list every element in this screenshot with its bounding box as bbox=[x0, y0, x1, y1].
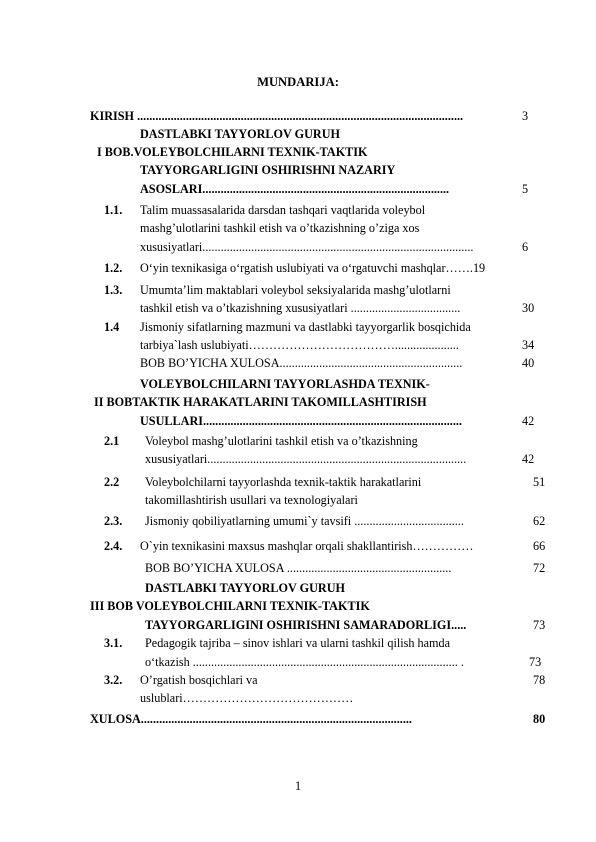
toc-chapter2-line3[interactable]: USULLARI..................................................................................... bbox=[140, 414, 462, 428]
page-number: 1 bbox=[294, 779, 302, 793]
toc-page-xulosa: 80 bbox=[533, 712, 546, 726]
toc-chapter1-line4[interactable]: ASOSLARI................................................................................. bbox=[140, 182, 450, 196]
toc-section-1-2[interactable]: O‘yin texnikasiga o‘rgatish uslubiyati va o‘rgatuvchi mashqlar…….19 bbox=[140, 261, 486, 275]
toc-section-2-2-line2[interactable]: takomillashtirish usullari va texnologiyalari bbox=[145, 493, 358, 507]
toc-page-chapter3: 73 bbox=[533, 618, 546, 632]
toc-section-number: 1.4 bbox=[104, 320, 120, 334]
toc-page-3-1: 73 bbox=[529, 655, 542, 669]
toc-chapter2-line1[interactable]: VOLEYBOLCHILARNI TAYYORLASHDA TEXNIK- bbox=[140, 377, 430, 391]
toc-section-3-1-line2[interactable]: o‘tkazish ....................................................................................... . bbox=[145, 655, 464, 669]
toc-section-1-3-line1[interactable]: Umumta’lim maktablari voleybol seksiyalarida mashg’ulotlarni bbox=[140, 283, 451, 297]
toc-section-number: 1.1. bbox=[104, 203, 123, 217]
toc-section-number: 2.2 bbox=[104, 475, 120, 489]
toc-page-3-2: 78 bbox=[533, 673, 546, 687]
toc-page-1-1: 6 bbox=[522, 240, 529, 254]
toc-section-number: 1.3. bbox=[104, 283, 123, 297]
toc-entry-xulosa[interactable]: XULOSA......................................................................................... bbox=[90, 712, 412, 726]
toc-section-1-4-line1[interactable]: Jismoniy sifatlarning mazmuni va dastlabki tayyorgarlik bosqichida bbox=[140, 320, 471, 334]
toc-section-3-1-line1[interactable]: Pedagogik tajriba – sinov ishlari va ularni tashkil qilish hamda bbox=[145, 636, 450, 650]
toc-section-2-3[interactable]: Jismoniy qobiliyatlarning umumi`y tavsifi .................................... bbox=[145, 514, 464, 528]
toc-entry-kirish[interactable]: KIRISH ........................................................................................................... bbox=[90, 109, 464, 123]
toc-chapter2-line2[interactable]: II BOBTAKTIK HARAKATLARINI TAKOMILLASHTIRISH bbox=[94, 395, 427, 409]
toc-section-number: 1.2. bbox=[104, 261, 123, 275]
toc-section-1-1-line2[interactable]: mashg’ulotlarini tashkil etish va o’tkazishning o’ziga xos bbox=[140, 221, 420, 235]
toc-section-number: 2.1 bbox=[104, 434, 120, 448]
toc-page-2-1: 42 bbox=[522, 452, 535, 466]
toc-section-number: 3.1. bbox=[104, 636, 123, 650]
toc-section-2-4[interactable]: O`yin texnikasini maxsus mashqlar orqali shakllantirish…………… bbox=[140, 539, 474, 553]
toc-page-2-3: 62 bbox=[533, 514, 546, 528]
toc-section-2-1-line1[interactable]: Voleybol mashg’ulotlarini tashkil etish va o’tkazishning bbox=[145, 434, 418, 448]
page-title: MUNDARIJA: bbox=[257, 75, 339, 89]
toc-section-3-2-line1[interactable]: O’rgatish bosqichlari va bbox=[140, 673, 258, 687]
toc-section-number: 3.2. bbox=[104, 673, 123, 687]
toc-page-1-3: 30 bbox=[522, 301, 535, 315]
toc-chapter3-line2[interactable]: III BOB VOLEYBOLCHILARNI TEXNIK-TAKTIK bbox=[90, 599, 370, 613]
toc-section-1-1-line1[interactable]: Talim muassasalarida darsdan tashqari vaqtlarida voleybol bbox=[140, 203, 426, 217]
toc-section-number: 2.3. bbox=[104, 514, 123, 528]
toc-section-2-2-line1[interactable]: Voleybolchilarni tayyorlashda texnik-taktik harakatlarini bbox=[145, 475, 422, 489]
toc-chapter1-line2[interactable]: I BOB.VOLEYBOLCHILARNI TEXNIK-TAKTIK bbox=[97, 145, 368, 159]
toc-page-1-4: 34 bbox=[522, 338, 535, 352]
toc-section-1-4-line2[interactable]: tarbiya`lash uslubiyati………………………………..................... bbox=[140, 338, 459, 352]
toc-page-2-2: 51 bbox=[533, 475, 546, 489]
toc-page-chapter2-conclusion: 72 bbox=[533, 561, 546, 575]
toc-section-1-3-line2[interactable]: tashkil etish va o’tkazishning xususiyatlari .................................... bbox=[140, 301, 461, 315]
toc-page-kirish: 3 bbox=[522, 109, 529, 123]
toc-chapter1-line3[interactable]: TAYYORGARLIGINI OSHIRISHNI NAZARIY bbox=[140, 163, 396, 177]
toc-section-3-2-line2[interactable]: uslublari…………………………………… bbox=[140, 691, 354, 705]
toc-section-2-1-line2[interactable]: xususiyatlari..................................................................................... bbox=[145, 452, 467, 466]
toc-page-chapter1: 5 bbox=[522, 182, 529, 196]
toc-chapter1-line1[interactable]: DASTLABKI TAYYORLOV GURUH bbox=[140, 127, 341, 141]
toc-chapter3-line3[interactable]: TAYYORGARLIGINI OSHIRISHNI SAMARADORLIGI..... bbox=[145, 618, 467, 632]
toc-chapter2-conclusion[interactable]: BOB BO’YICHA XULOSA ...................................................... bbox=[145, 561, 452, 575]
toc-section-1-1-line3[interactable]: xususiyatlari......................................................................................... bbox=[140, 240, 474, 254]
toc-section-number: 2.4. bbox=[104, 539, 123, 553]
toc-chapter3-line1[interactable]: DASTLABKI TAYYORLOV GURUH bbox=[145, 581, 346, 595]
toc-page-2-4: 66 bbox=[533, 539, 546, 553]
toc-page-chapter2: 42 bbox=[522, 414, 535, 428]
toc-chapter1-conclusion[interactable]: BOB BO’YICHA XULOSA............................................................ bbox=[140, 356, 463, 370]
toc-page-chapter1-conclusion: 40 bbox=[522, 356, 535, 370]
